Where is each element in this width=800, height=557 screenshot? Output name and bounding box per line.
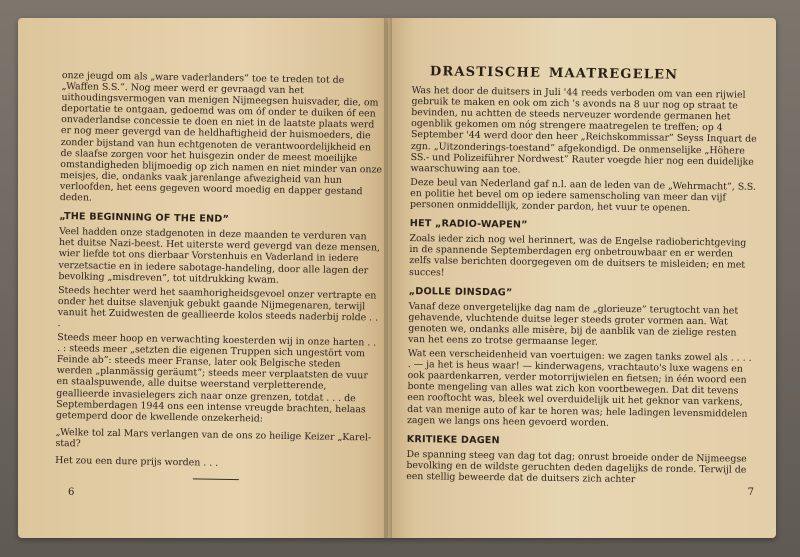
right-page bbox=[388, 18, 776, 538]
left-paragraph-2: Veel hadden onze stadgenoten in deze maanden te verduren van het duitse Nazi-beest. Het uiterste werd gevergd van deze mensen, wier liefde tot ons dierbaar Vorstenhuis en Vaderland in iedere verzetsactie en in iedere sabotage-handeling, door alle lagen der bevolking „misdreven”, tot uitdrukking kwam. bbox=[58, 226, 381, 286]
left-heading-beginning-of-end: „THE BEGINNING OF THE END” bbox=[59, 211, 230, 226]
right-heading-kritieke-dagen: KRITIEKE DAGEN bbox=[406, 433, 500, 446]
left-paragraph-3: Steeds hechter werd het saamhorigheidsgevoel onzer vertrapte en onder het duitse slavenjuk gebukt gaande Nijmegenaren, terwijl vanuit het Zuidwesten de geallieerde kolos steeds naderbij rolde . . . bbox=[57, 284, 379, 329]
right-heading-dolle-dinsdag: „DOLLE DINSDAG” bbox=[408, 285, 513, 299]
chapter-title: drastische maatregelen bbox=[429, 58, 679, 84]
left-page bbox=[18, 18, 388, 538]
left-page-text bbox=[55, 70, 384, 483]
left-paragraph-6: Het zou een dure prijs worden . . . bbox=[55, 454, 219, 469]
right-paragraph-3: Zoals ieder zich nog wel herinnert, was de Engelse radioberichtgeving in de spannende Septemberdagen erg onbetrouwbaar en er werden zelfs valse berichten doorgegeven om de duitsers te misleiden; en met succes! bbox=[409, 233, 747, 278]
book-gutter bbox=[384, 18, 392, 538]
left-paragraph-4: Steeds meer hoop en verwachting koesterden wij in onze harten . . . : steeds meer „setzten die eigenen Truppen sich ungestört vom Feinde ab”: steeds meer Franse, later ook Belgische steden werden „planmässig geräumt”; steeds meer verplaatsten de vuur en staalspuwende, alle duitse weerstand verpletterende, geallieerde invasielegers zich naar onze grenzen, totdat . . . de Septemberdagen 1944 ons een intense vreugde brachten, helaas getemperd door de kwellende onzekerheid: bbox=[55, 332, 377, 425]
right-heading-radio-wapen: HET „RADIO-WAPEN” bbox=[409, 218, 528, 231]
section-divider bbox=[193, 478, 239, 480]
right-paragraph-1: Was het door de duitsers in Juli '44 reeds verboden om van een rijwiel gebruik te maken en ook om zich 's avonds na 8 uur nog op straat te bevinden, nu achtten de steeds nerveuzer wordende germanen het ogenblik gekomen om nóg strengere maatregelen te treffen; op 4 September '44 werd door den heer „Reichskommissar” Seyss Inquart de zgn. „Uitzonderings-toestand” afgekondigd. De onmenselijke „Höhere SS.- und Polizeiführer Nordwest” Rauter voegde hier nog een duidelijke waarschuwing aan toe. bbox=[410, 85, 757, 176]
right-page-number: 7 bbox=[747, 487, 754, 498]
right-paragraph-5: Wat een verscheidenheid van voertuigen: we zagen tanks zowel als . . . . . — ja het is heus waar! — kinderwagens, vrachtauto's luxe wagens en ook paardenkarren, verder motorrijwielen en fietsen; in één woord een bonte mengeling van alles wat zich kon voortbewegen. Dat dit tevens een rooftocht was, bleek wel overduidelijk uit het geknor van varkens, dat van menige auto of kar te horen was; hele ladingen levensmiddelen zagen we langs ons heen gevoerd worden. bbox=[406, 348, 752, 429]
left-paragraph-5: „Welke tol zal Mars verlangen van de ons zo heilige Keizer „Karel-stad? bbox=[55, 426, 372, 450]
right-paragraph-2: Deze beul van Nederland gaf n.l. aan de leden van de „Wehrmacht”, S.S. en politie het bevel om op iedere samenscholing van meer dan vijf personen onmiddellijk, zonder pardon, het vuur te openen. bbox=[409, 176, 756, 214]
right-page-text bbox=[406, 58, 760, 490]
right-paragraph-6: De spanning steeg van dag tot dag; onrust broeide onder de Nijmeegse bevolking en de wildste geruchten deden dagelijks de ronde. Terwijl de een stellig beweerde dat de duitsers zich achter bbox=[406, 448, 747, 486]
left-paragraph-1: onze jeugd om als „ware vaderlanders” toe te treden tot de „Waffen S.S.”. Nog meer werd er gevraagd van het uithoudingsvermogen van menigen Nijmeegsen huisvader, die, om deportatie te ontgaan, gedoemd was om óf onder te duiken óf een onvaderlandse concessie te doen en niet in de laatste plaats werd er nog meer gevergd van de heldhaftigheid der huismoeders, die zonder bijstand van hun echtgenoten de verantwoordelijkheid en de slaafse zorgen voor het huisgezin onder de meest moeilijke omstandigheden blijmoedig op zich namen en niet minder van onze meisjes, die, ondanks vaak jarenlange afwezigheid van hun verloofden, het eens gegeven woord moedig en dapper gestand deden. bbox=[59, 70, 383, 204]
right-paragraph-4: Vanaf deze onvergetelijke dag nam de „glorieuze” terugtocht van het gehavende, vluchtende duitse leger steeds groter vormen aan. Wat genoten we, ondanks alle misère, bij de aanblik van de zielige resten van het eens zo trotse germaanse leger. bbox=[408, 300, 739, 348]
left-page-number: 6 bbox=[68, 487, 75, 498]
